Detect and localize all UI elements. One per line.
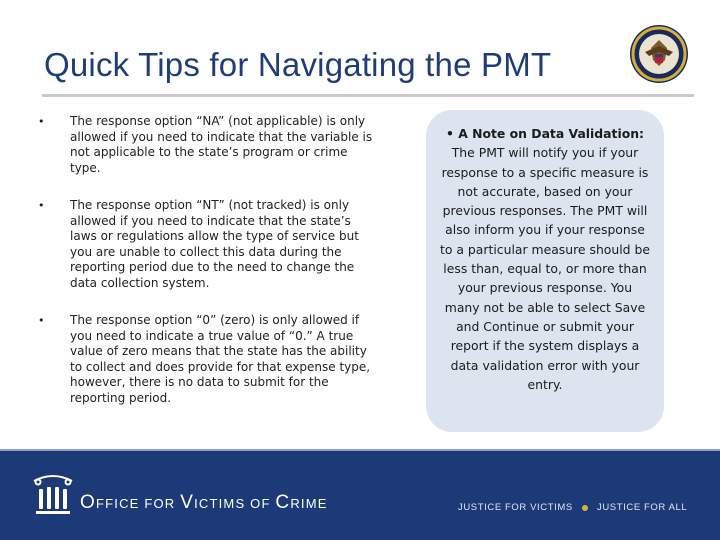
- note-body: The PMT will notify you if your response to a specific measure is not accurate, based on your previous responses. The PMT will also inform you if your response to a particular measure should be less than, equal to, or more than your previous response. You many not be able to select Save and Continue or submit your report if the system displays a data validation error with your entry.: [440, 145, 650, 392]
- list-item: [30, 114, 375, 176]
- bullet-marker: •: [38, 199, 45, 212]
- page-title: Quick Tips for Navigating the PMT: [44, 46, 552, 83]
- note-heading: • A Note on Data Validation:: [445, 126, 644, 141]
- footer-banner: [0, 451, 720, 540]
- slogan-separator-dot: [582, 505, 588, 511]
- tip-text: The response option “NT” (not tracked) is only allowed if you need to indicate that the state’s laws or regulations allow the type of service but you are unable to collect this data during the reporting period due to the need to change the data collection system.: [70, 198, 359, 290]
- bullet-marker: •: [38, 314, 45, 327]
- org-name: OFFICE FOR VICTIMS OF CRIME: [80, 492, 328, 513]
- tip-text: The response option “NA” (not applicable) is only allowed if you need to indicate that the variable is not applicable to the state’s program or crime type.: [70, 114, 373, 175]
- list-item: [30, 198, 375, 291]
- tips-list: [30, 114, 375, 428]
- ovc-pillars-logo-icon: [30, 473, 76, 517]
- slogan-left: JUSTICE FOR VICTIMS: [458, 502, 573, 513]
- slogan-right: JUSTICE FOR ALL: [597, 502, 688, 513]
- list-item: [30, 313, 375, 406]
- doj-seal-icon: [629, 24, 689, 84]
- bullet-marker: •: [38, 115, 45, 128]
- title-divider: [42, 94, 694, 97]
- data-validation-note: [426, 110, 664, 432]
- tip-text: The response option “0” (zero) is only allowed if you need to indicate a true value of “0.” A true value of zero means that the state has the ability to collect and does provide for that expense type, however, there is no data to submit for the reporting period.: [70, 313, 371, 405]
